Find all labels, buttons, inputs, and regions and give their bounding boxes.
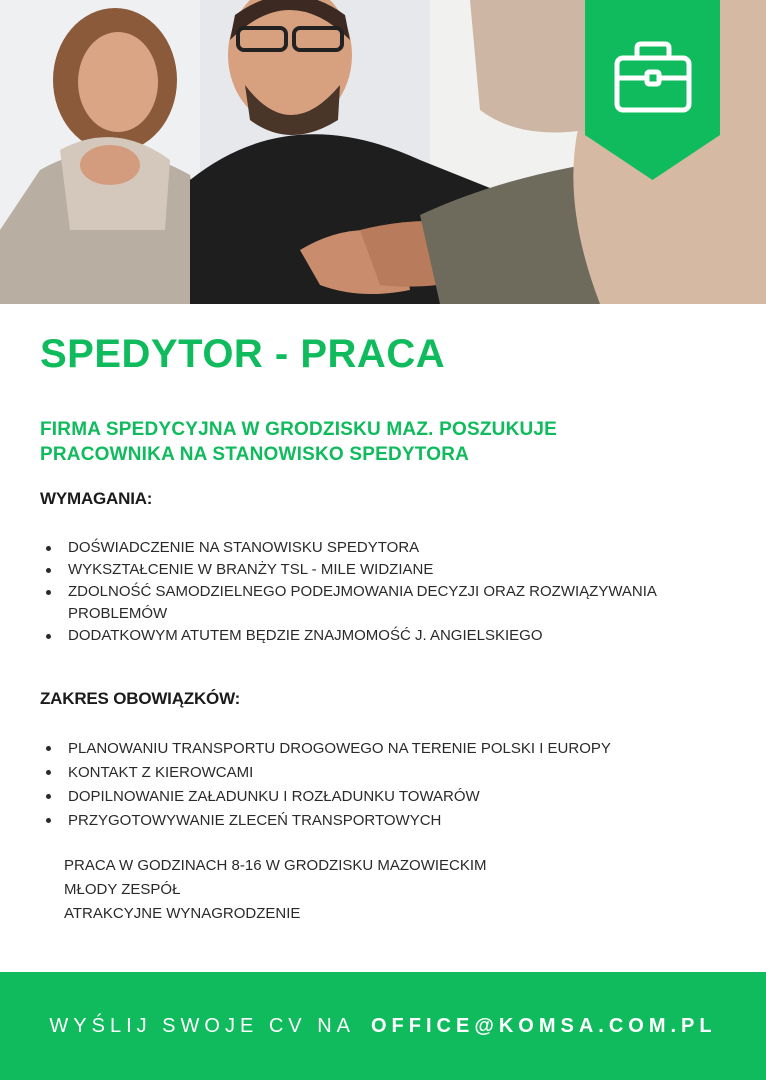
benefit-team: MŁODY ZESPÓŁ (64, 881, 181, 898)
header-photo (0, 0, 766, 304)
contact-email[interactable]: OFFICE@KOMSA.COM.PL (370, 1014, 717, 1037)
list-item: DOŚWIADCZENIE NA STANOWISKU SPEDYTORA (40, 537, 720, 559)
job-subtitle (40, 417, 680, 467)
list-item: ZDOLNOŚĆ SAMODZIELNEGO PODEJMOWANIA DECYZJI ORAZ ROZWIĄZYWANIA PROBLEMÓW (40, 581, 720, 625)
requirements-list (40, 537, 720, 647)
benefits (64, 854, 487, 926)
duties-list (40, 737, 720, 833)
list-item: WYKSZTAŁCENIE W BRANŻY TSL - MILE WIDZIANE (40, 559, 720, 581)
subtitle-line-2: PRACOWNIKA NA STANOWISKO SPEDYTORA (40, 444, 470, 465)
list-item: DODATKOWYM ATUTEM BĘDZIE ZNAJMOMOŚĆ J. ANGIELSKIEGO (40, 625, 720, 647)
page-title: SPEDYTOR - PRACA (40, 332, 446, 376)
list-item: PRZYGOTOWYWANIE ZLECEŃ TRANSPORTOWYCH (40, 809, 720, 833)
cta-prefix: WYŚLIJ SWOJE CV NA (49, 1014, 355, 1037)
briefcase-badge (585, 0, 720, 180)
benefit-hours: PRACA W GODZINACH 8-16 W GRODZISKU MAZOWIECKIM (64, 857, 487, 874)
list-item: DOPILNOWANIE ZAŁADUNKU I ROZŁADUNKU TOWARÓW (40, 785, 720, 809)
duties-heading: ZAKRES OBOWIĄZKÓW: (40, 689, 241, 708)
cta-footer (0, 972, 766, 1080)
requirements-heading: WYMAGANIA: (40, 489, 153, 508)
benefit-salary: ATRAKCYJNE WYNAGRODZENIE (64, 905, 301, 922)
subtitle-line-1: FIRMA SPEDYCYJNA W GRODZISKU MAZ. POSZUKUJE (40, 419, 558, 440)
list-item: PLANOWANIU TRANSPORTU DROGOWEGO NA TERENIE POLSKI I EUROPY (40, 737, 720, 761)
list-item: KONTAKT Z KIEROWCAMI (40, 761, 720, 785)
